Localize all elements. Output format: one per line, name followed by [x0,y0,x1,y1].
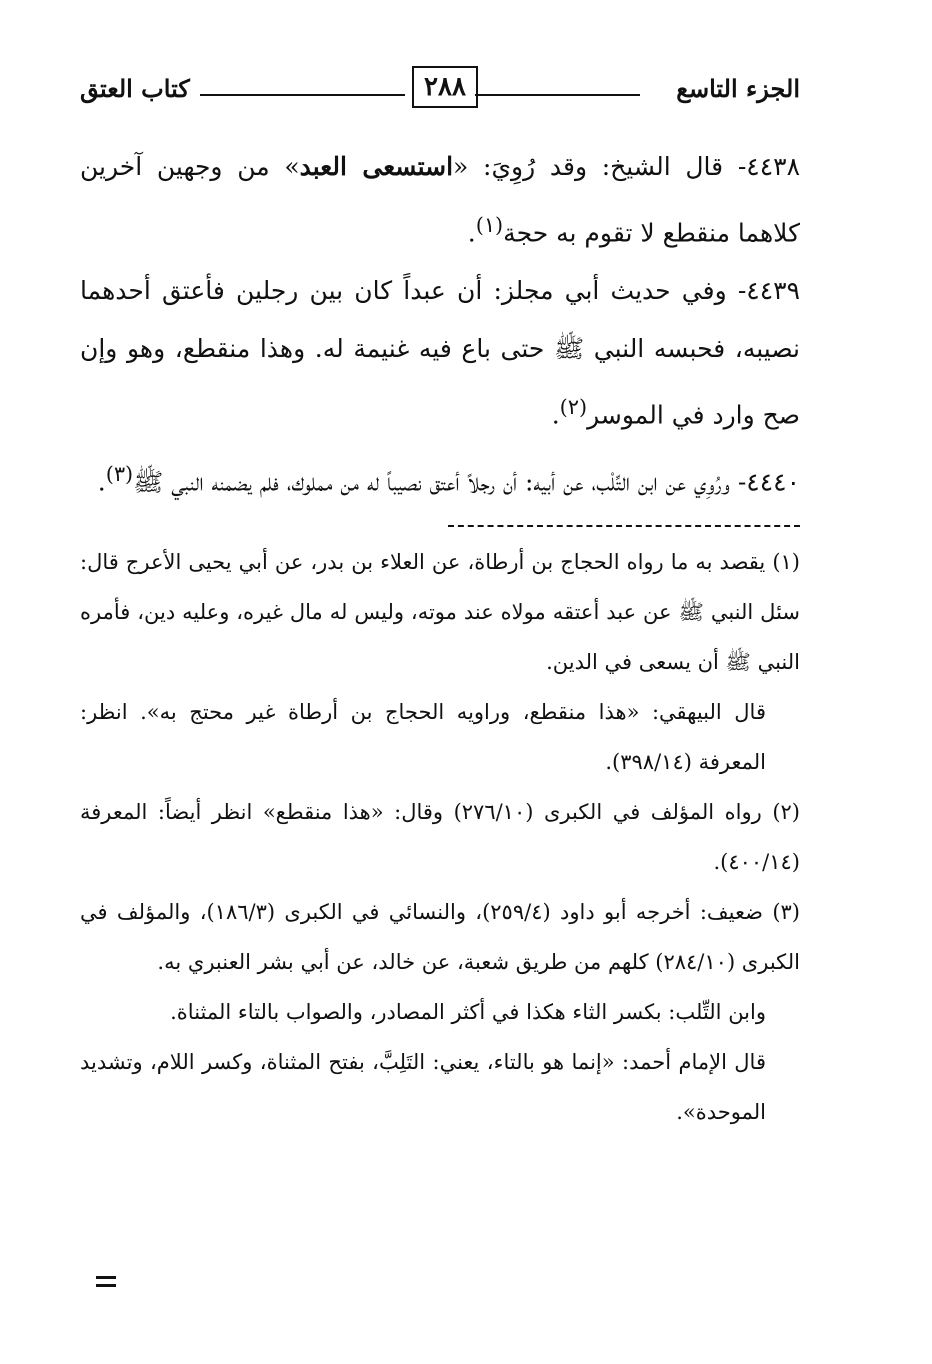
header-rule-right [475,94,640,96]
footnote-ref: (١) [475,213,504,237]
footnote-ref: (٢) [559,395,588,420]
page-number: ٢٨٨ [412,66,478,108]
footnote-mark: (٢) [772,799,800,824]
paragraph-text: ٤٤٣٩- وفي حديث أبي مجلز: أن عبداً كان بين رجلين فأعتق أحدهما نصيبه، فحبسه النبي ﷺ حتى باع فيه غنيمة له. وهذا منقطع، وهو وإن صح وارد في الموسر [80,276,800,430]
footnote-text: ضعيف: أخرجه أبو داود (٢٥٩/٤)، والنسائي في الكبرى (١٨٦/٣)، والمؤلف في الكبرى (٢٨٤/١٠) كلهم من طريق شعبة، عن خالد، عن أبي بشر العنبري به. [80,899,800,974]
footnote-ref: (٣) [105,461,134,486]
footnote-2 [80,787,800,887]
paragraph-end: . [97,466,106,496]
paragraph-end: . [551,400,560,430]
footnote-3-continuation: وابن التِّلب: بكسر الثاء هكذا في أكثر المصادر، والصواب بالتاء المثناة. [170,999,766,1024]
page-header [80,62,800,118]
paragraph-4440 [80,445,800,511]
footnote-3 [80,887,800,987]
paragraph-4438 [80,138,800,262]
header-rule-left [200,94,405,96]
paragraph-end: . [467,218,476,248]
footnote-mark: (٣) [772,899,800,924]
paragraph-text: ٤٤٤٠- ورُوِي عن ابن التِّلْب، عن أبيه: أن رجلاً أعتق نصيباً له من مملوك، فلم يضمنه النبي ﷺ [133,466,800,496]
footnote-1 [80,537,800,687]
footnote-divider [448,525,800,527]
footnote-mark: (١) [772,549,800,574]
book-title: كتاب العتق [80,74,190,103]
footnote-1-continuation: قال البيهقي: «هذا منقطع، وراويه الحجاج بن أرطاة غير محتج به». انظر: المعرفة (٣٩٨/١٤). [80,699,766,774]
paragraph-text: » من وجهين آخرين كلاهما منقطع لا تقوم به حجة [80,152,800,248]
footnote-text: رواه المؤلف في الكبرى (٢٧٦/١٠) وقال: «هذا منقطع» انظر أيضاً: المعرفة (٤٠٠/١٤). [80,799,800,874]
paragraph-4439 [80,262,800,444]
book-page [80,62,800,1137]
quoted-phrase: استسعى العبد [299,152,454,181]
footnote-text: يقصد به ما رواه الحجاج بن أرطاة، عن العلاء بن بدر، عن أبي يحيى الأعرج قال: سئل النبي ﷺ عن عبد أعتقه مولاه عند موته، وليس له مال غيره، وعليه دين، فأمره النبي ﷺ أن يسعى في الدين. [80,549,800,674]
paragraph-text: ٤٤٣٨- قال الشيخ: وقد رُوِيَ: « [453,152,800,181]
page-end-mark [96,1276,116,1292]
volume-title: الجزء التاسع [676,74,800,103]
footnote-3-continuation: قال الإمام أحمد: «إنما هو بالتاء، يعني: التَلِبَّ، بفتح المثناة، وكسر اللام، وتشديد الموحدة». [80,1049,766,1124]
